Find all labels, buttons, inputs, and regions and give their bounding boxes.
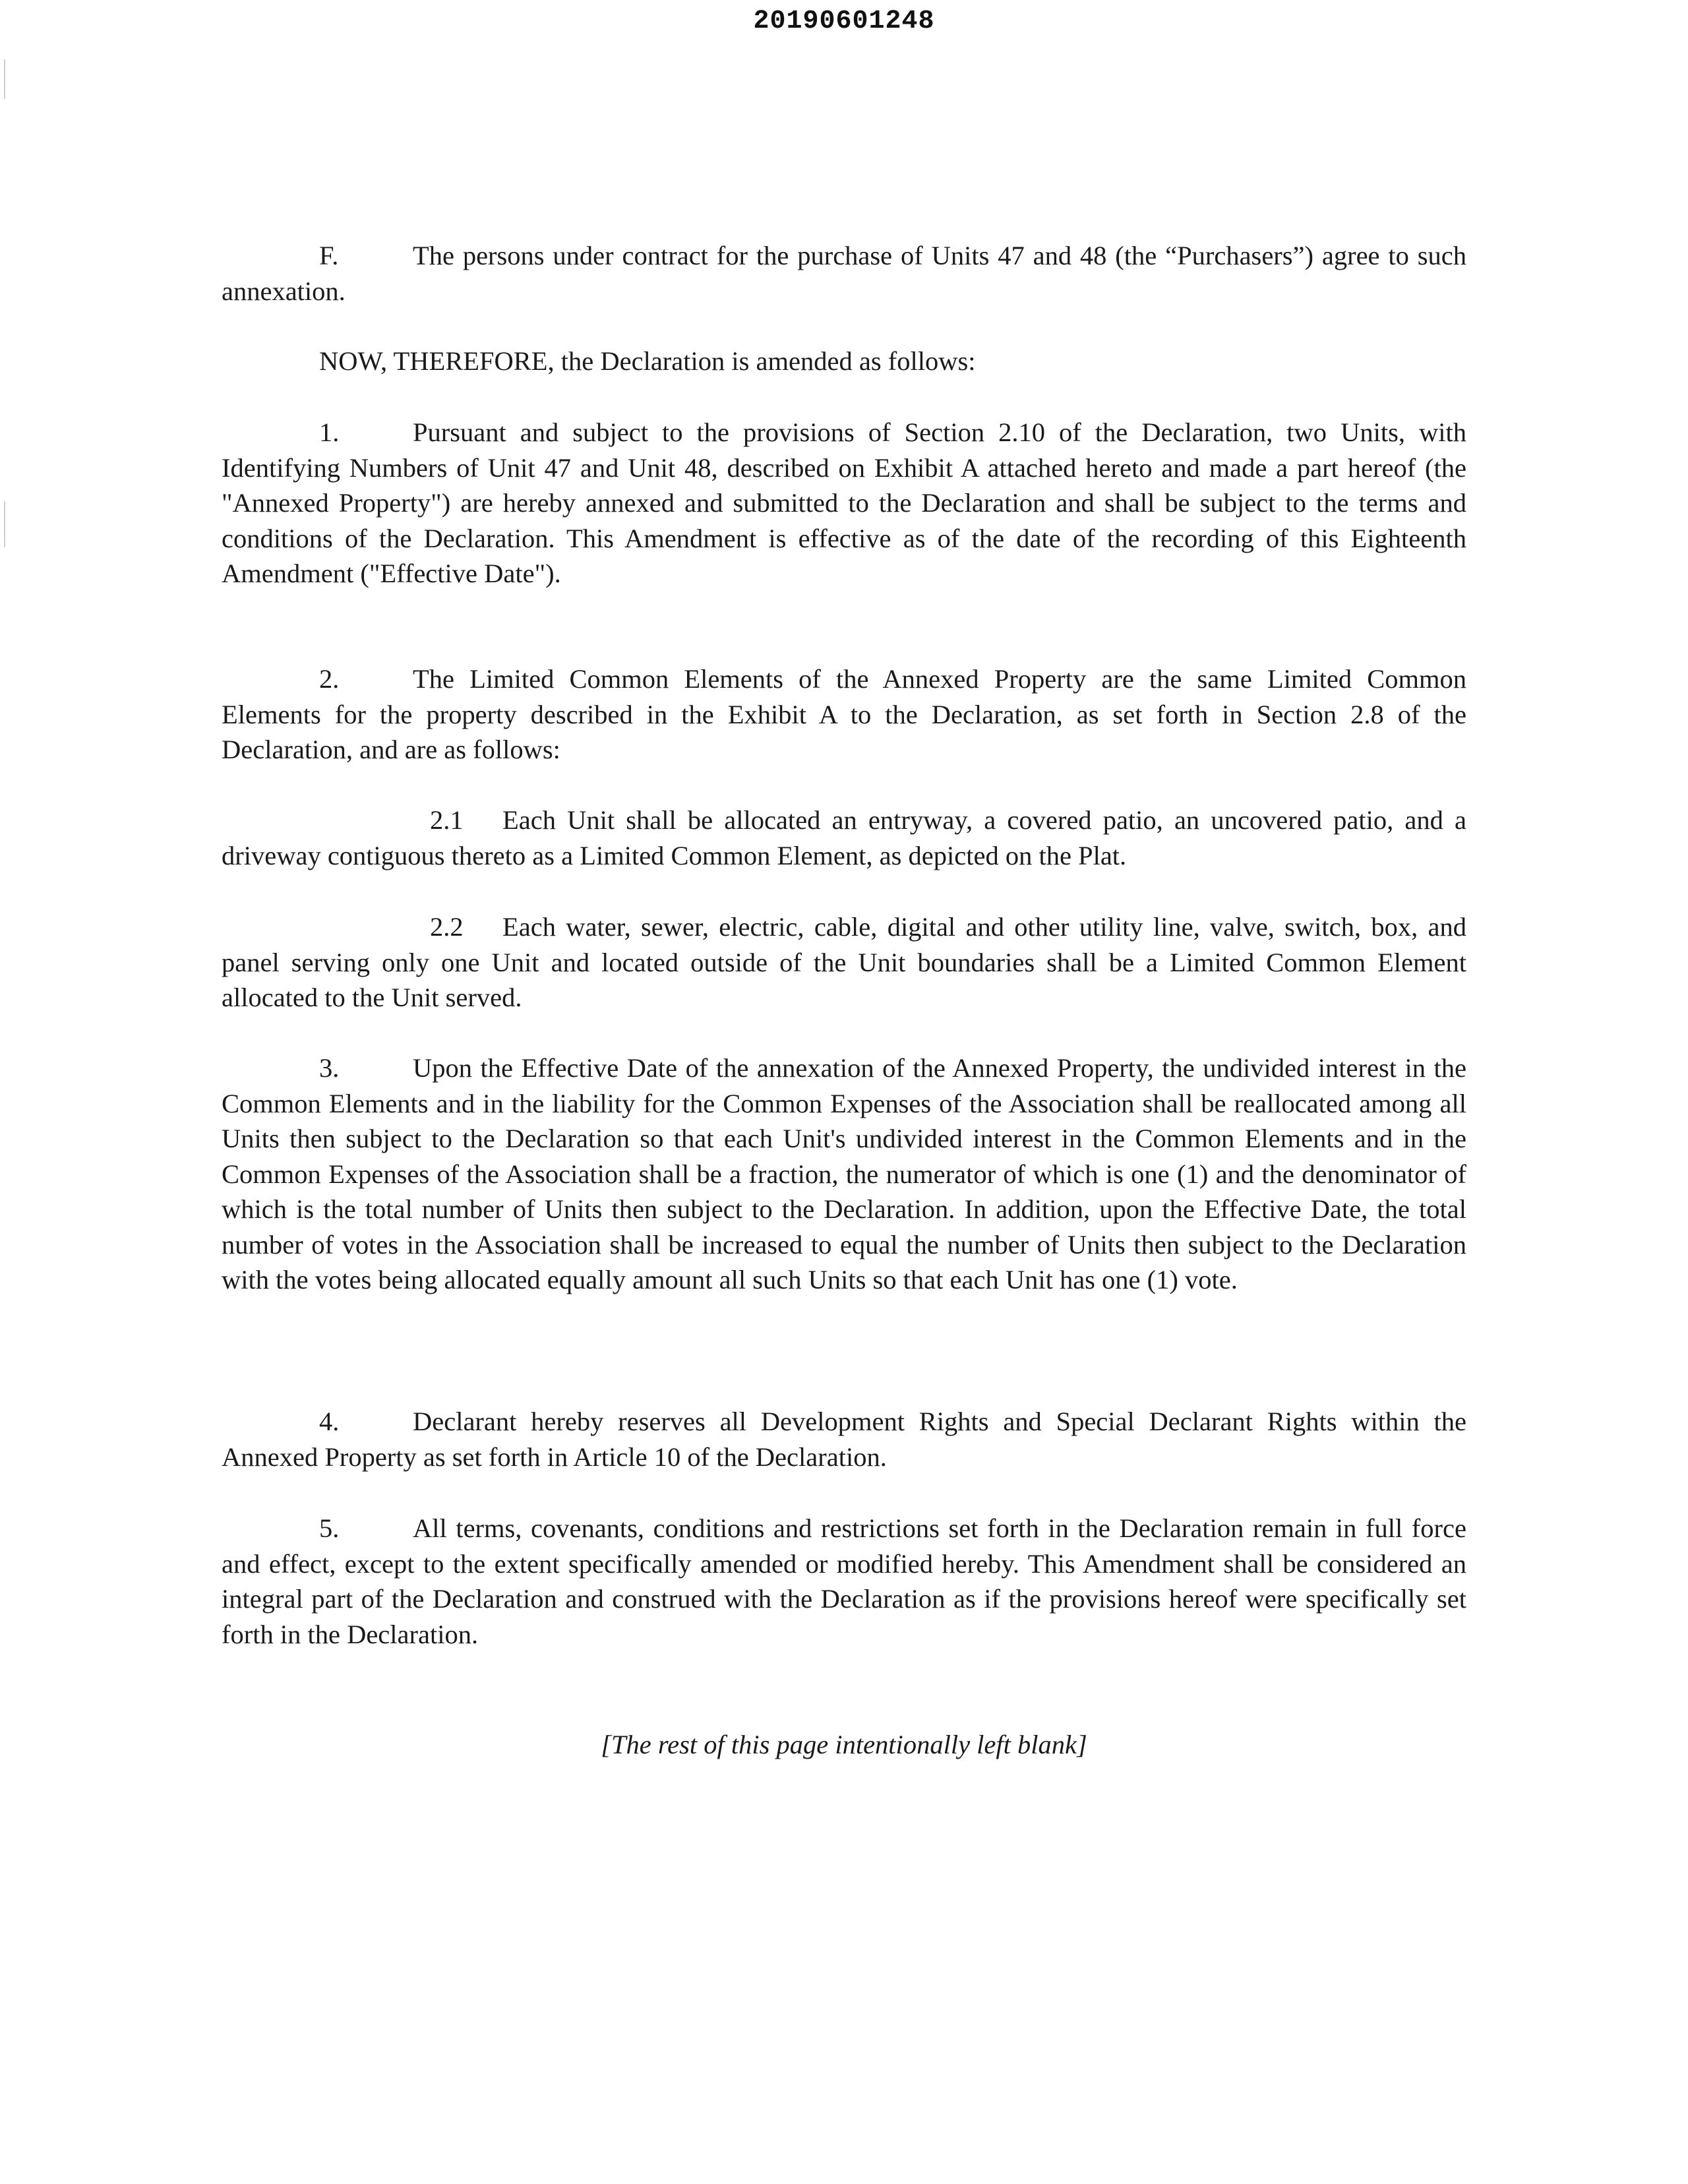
- paragraph-number: 2.1: [430, 805, 464, 835]
- paragraph-number: 3.: [319, 1053, 340, 1083]
- paragraph-number: F.: [319, 241, 339, 270]
- paragraph-text: Upon the Effective Date of the annexation of the Annexed Property, the undivided interest in the Common Elements and in the liability for the Common Expenses of the Association shall be reallocated among all Units then subject to the Declaration so that each Unit's undivided interest in the Common Elements and in the Common Expenses of the Association shall be a fraction, the numerator of which is one (1) and the denominator of which is the total number of Units then subject to the Declaration. In addition, upon the Effective Date, the total number of votes in the Association shall be increased to equal the number of Units then subject to the Declaration with the votes being allocated equally amount all such Units so that each Unit has one (1) vote.: [222, 1053, 1466, 1294]
- paragraph-text: NOW, THEREFORE, the Declaration is amended as follows:: [319, 346, 976, 376]
- paragraph-number: 1.: [319, 417, 340, 447]
- paragraph-number: 2.2: [430, 912, 464, 942]
- paragraph-text: Pursuant and subject to the provisions of Section 2.10 of the Declaration, two Units, with Identifying Numbers of Unit 47 and Unit 48, described on Exhibit A attached hereto and made a part hereof (the "Annexed Property") are hereby annexed and submitted to the Declaration and shall be subject to the terms and conditions of the Declaration. This Amendment is effective as of the date of the recording of this Eighteenth Amendment ("Effective Date").: [222, 417, 1466, 588]
- paragraph-1: [222, 415, 1466, 592]
- paragraph-3: [222, 1050, 1466, 1298]
- paragraph-number: 2.: [319, 664, 340, 694]
- scan-artifact: [4, 59, 5, 99]
- paragraph-text: Declarant hereby reserves all Development Rights and Special Declarant Rights within the Annexed Property as set forth in Article 10 of the Declaration.: [222, 1407, 1466, 1472]
- paragraph-text: The persons under contract for the purchase of Units 47 and 48 (the “Purchasers”) agree to such annexation.: [222, 241, 1466, 306]
- paragraph-now-therefore: [222, 344, 1466, 379]
- paragraph-2-2: [222, 909, 1466, 1016]
- paragraph-text: Each water, sewer, electric, cable, digital and other utility line, valve, switch, box, and panel serving only one Unit and located outside of the Unit boundaries shall be a Limited Common Element allocated to the Unit served.: [222, 912, 1466, 1012]
- paragraph-number: 4.: [319, 1407, 340, 1436]
- paragraph-4: [222, 1404, 1466, 1474]
- paragraph-number: 5.: [319, 1513, 340, 1543]
- paragraph-text: All terms, covenants, conditions and restrictions set forth in the Declaration remain in full force and effect, except to the extent specifically amended or modified hereby. This Amendment shall be considered an integral part of the Declaration and construed with the Declaration as if the provisions hereof were specifically set forth in the Declaration.: [222, 1513, 1466, 1649]
- paragraph-text: The Limited Common Elements of the Annexed Property are the same Limited Common Elements for the property described in the Exhibit A to the Declaration, as set forth in Section 2.8 of the Declaration, and are as follows:: [222, 664, 1466, 764]
- paragraph-2-1: [222, 803, 1466, 873]
- document-number: 20190601248: [753, 7, 935, 36]
- paragraph-2: [222, 661, 1466, 768]
- paragraph-text: Each Unit shall be allocated an entryway, a covered patio, an uncovered patio, and a driveway contiguous thereto as a Limited Common Element, as depicted on the Plat.: [222, 805, 1466, 870]
- closing-note: [The rest of this page intentionally left blank]: [601, 1730, 1087, 1759]
- paragraph-f: [222, 238, 1466, 309]
- scan-artifact: [4, 501, 5, 547]
- paragraph-5: [222, 1511, 1466, 1652]
